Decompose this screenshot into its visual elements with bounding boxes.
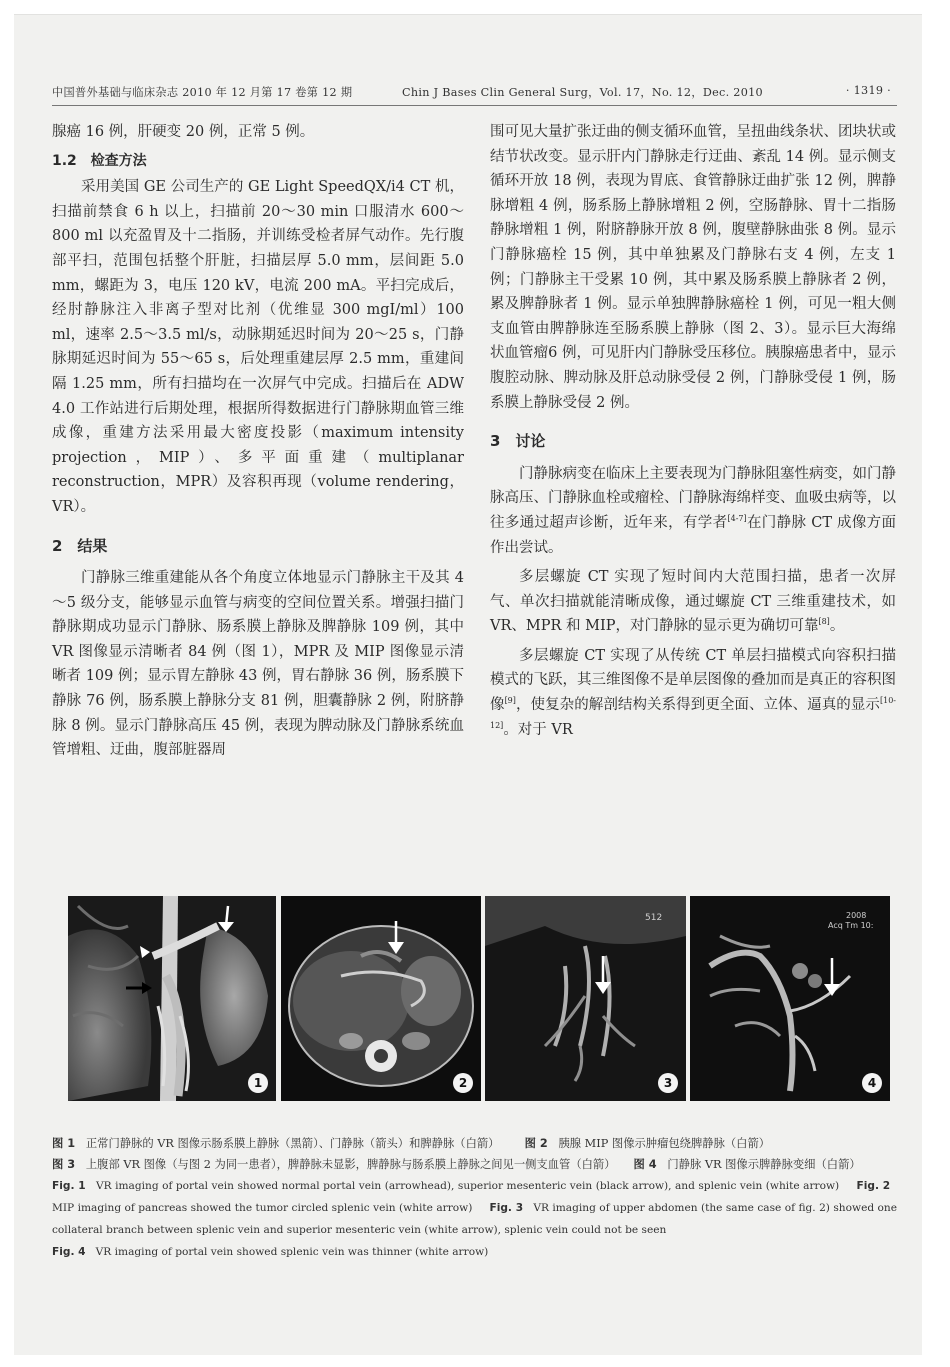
- figure-number-badge: 3: [658, 1073, 678, 1093]
- figure-1-image: [68, 896, 276, 1101]
- text-span: ，使复杂的解剖结构关系得到更全面、立体、逼真的显示: [515, 697, 880, 714]
- discussion-paragraph-2: [490, 565, 896, 639]
- caption-text: 上腹部 VR 图像（与图 2 为同一患者），脾静脉未显影，脾静脉与肠系膜上静脉之间见一侧支血管（白箭）: [85, 1158, 616, 1171]
- citation-ref: [8]: [818, 617, 830, 627]
- section-heading-1-2: [52, 149, 464, 174]
- header-rule: [52, 105, 897, 106]
- journal-name-cn: 中国普外基础与临床杂志 2010 年 12 月第 17 卷第 12 期: [52, 86, 353, 99]
- caption-label: 图 4: [633, 1158, 657, 1171]
- scan-overlay-text: 512: [645, 913, 663, 923]
- citation-ref: [4-7]: [727, 513, 747, 523]
- results-paragraph: 门静脉三维重建能从各个角度立体地显示门静脉主干及其 4～5 级分支，能够显示血管与病变的空间位置关系。增强扫描门静脉期成功显示门静脉、肠系膜上静脉及脾静脉 109 例，其中 VR 图像显示清晰者 84 例（图 1），MPR 及 MIP 图像显示清晰者 109 例；显示胃左静脉 43 例，胃右静脉 36 例，肠系膜下静脉 76 例，肠系膜上静脉分支 81 例，胆囊静脉 2 例，附脐静脉 8 例。显示门静脉高压 45 例，表现为脾动脉及门静脉系统血管增粗、迂曲，腹部脏器周: [52, 570, 464, 759]
- caption-text: 正常门静脉的 VR 图像示肠系膜上静脉（黑箭）、门静脉（箭头）和脾静脉（白箭）: [85, 1137, 500, 1150]
- figure-4-image: [690, 896, 890, 1101]
- figure-3-image: [485, 896, 686, 1101]
- page-number: · 1319 ·: [845, 84, 891, 97]
- text-span: 。: [829, 618, 845, 635]
- text-span: 多层螺旋 CT 实现了短时间内大范围扫描，患者一次屏气、单次扫描就能清晰成像，通过螺旋 CT 三维重建技术，如 VR、MPR 和 MIP，对门静脉的显示更为确切可靠: [490, 569, 896, 635]
- citation-ref: [10-12]: [490, 696, 896, 730]
- caption-text: 门静脉 VR 图像示脾静脉变细（白箭）: [667, 1158, 861, 1171]
- caption-text: VR imaging of portal vein showed splenic vein was thinner (white arrow): [95, 1246, 489, 1258]
- caption-label: 图 1: [52, 1137, 76, 1150]
- caption-label: Fig. 4: [52, 1246, 86, 1258]
- text-span: 在门静脉 CT 成像方面作出尝试。: [490, 514, 897, 556]
- citation-ref: [9]: [504, 696, 516, 706]
- discussion-paragraph-3: [490, 644, 896, 742]
- methods-paragraph: 采用美国 GE 公司生产的 GE Light SpeedQX/i4 CT 机，扫描前禁食 6 h 以上，扫描前 20～30 min 口服清水 600～800 ml 以充盈胃及十二指肠，并训练受检者屏气动作。先行腹部平扫，范围包括整个肝脏，扫描层厚 5.0 mm，层间距 5.0 mm，螺距为 3，电压 120 kV，电流 200 mA。平扫完成后，经肘静脉注入非离子型对比剂（优维显 300 mgI/ml）100 ml，速率 2.5～3.5 ml/s，动脉期延迟时间为 20～25 s，门静脉期延迟时间为 55～65 s，后处理重建层厚 2.5 mm，重建间隔 1.25 mm，所有扫描均在一次屏气中完成。扫描后在 ADW 4.0 工作站进行后期处理，根据所得数据进行门静脉期血管三维成像，重建方法采用最大密度投影（maximum intensity projection，MIP）、多平面重建（multiplanar reconstruction，MPR）及容积再现（volume rendering，VR）。: [52, 179, 464, 515]
- caption-cn-line-1: [52, 1133, 897, 1154]
- section-number: 1.2: [52, 152, 77, 169]
- figure-number-badge: 4: [862, 1073, 882, 1093]
- text-span: 。对于 VR: [503, 721, 573, 738]
- text-span: 门静脉病变在临床上主要表现为门静脉阻塞性病变，如门静脉高压、门静脉血栓或瘤栓、门静脉海绵样变、血吸虫病等，以往多通过超声诊断，近年来，有学者: [490, 465, 896, 531]
- caption-label: 图 3: [52, 1158, 76, 1171]
- right-column: [490, 120, 896, 742]
- results-paragraph-cont: 围可见大量扩张迂曲的侧支循环血管，呈扭曲线条状、团块状或结节状改变。显示肝内门静脉走行迂曲、紊乱 14 例。显示侧支循环开放 18 例，表现为胃底、食管静脉迂曲扩张 12 例，脾静脉增粗 4 例，肠系肠上静脉增粗 2 例，空肠静脉、胃十二指肠静脉增粗 1 例，附脐静脉开放 8 例，腹壁静脉曲张 8 例。显示门静脉癌栓 15 例，其中单独累及门静脉右支 4 例，左支 1 例；门静脉主干受累 10 例，其中累及肠系膜上静脉者 2 例，累及脾静脉者 1 例。显示单独脾静脉癌栓 1 例，可见一粗大侧支血管由脾静脉连至肠系膜上静脉（图 2、3）。显示巨大海绵状血管瘤6 例，可见肝内门静脉受压移位。胰腺癌患者中，显示腹腔动脉、脾动脉及肝总动脉受侵 2 例，门静脉受侵 1 例，肠系膜上静脉受侵 2 例。: [490, 124, 896, 411]
- text-span: 多层螺旋 CT 实现了从传统 CT 单层扫描模式向容积扫描模式的飞跃，其三维图像不是单层图像的叠加而是真正的容积图像: [490, 647, 896, 714]
- left-column: [52, 120, 464, 763]
- text-line: 腺癌 16 例，肝硬变 20 例，正常 5 例。: [52, 124, 315, 140]
- figure-number-badge: 1: [248, 1073, 268, 1093]
- figure-number-badge: 2: [453, 1073, 473, 1093]
- running-header: [52, 84, 897, 104]
- caption-label: Fig. 2: [856, 1180, 891, 1192]
- scan-overlay-text: 2008: [846, 911, 867, 920]
- scan-overlay-text: Acq Tm 10:: [828, 921, 874, 930]
- caption-cn-line-2: [52, 1154, 897, 1175]
- section-title: 检查方法: [90, 152, 147, 169]
- discussion-paragraph-1: [490, 462, 896, 560]
- caption-label: Fig. 3: [489, 1202, 524, 1214]
- caption-text: 胰腺 MIP 图像示肿瘤包绕脾静脉（白箭）: [558, 1137, 771, 1150]
- figure-captions: [52, 1133, 897, 1263]
- vr-upper-abdomen-render: [485, 896, 686, 1101]
- caption-text: VR imaging of portal vein showed normal portal vein (arrowhead), superior mesenteric vein (black arrow), and splenic vein (white arrow): [96, 1180, 840, 1192]
- section-heading-2: 2 结果: [52, 536, 108, 555]
- caption-text: VR imaging of upper abdomen (the same case of fig. 2) showed one collateral branch between splenic vein and superior mesenteric vein (white arrow), splenic vein could not be seen: [52, 1202, 898, 1236]
- caption-en: [52, 1175, 897, 1263]
- caption-label: 图 2: [524, 1137, 548, 1150]
- caption-label: Fig. 1: [52, 1180, 86, 1192]
- mip-pancreas-scan: [281, 896, 481, 1101]
- journal-name-en: Chin J Bases Clin General Surg，Vol. 17，No. 12，Dec. 2010: [402, 86, 763, 99]
- vr-portal-vein-render-thin: [690, 896, 890, 1101]
- caption-text: MIP imaging of pancreas showed the tumor circled splenic vein (white arrow): [52, 1202, 473, 1214]
- vr-portal-vein-render: [68, 896, 276, 1101]
- figure-2-image: [281, 896, 481, 1101]
- section-heading-3: 3 讨论: [490, 432, 546, 451]
